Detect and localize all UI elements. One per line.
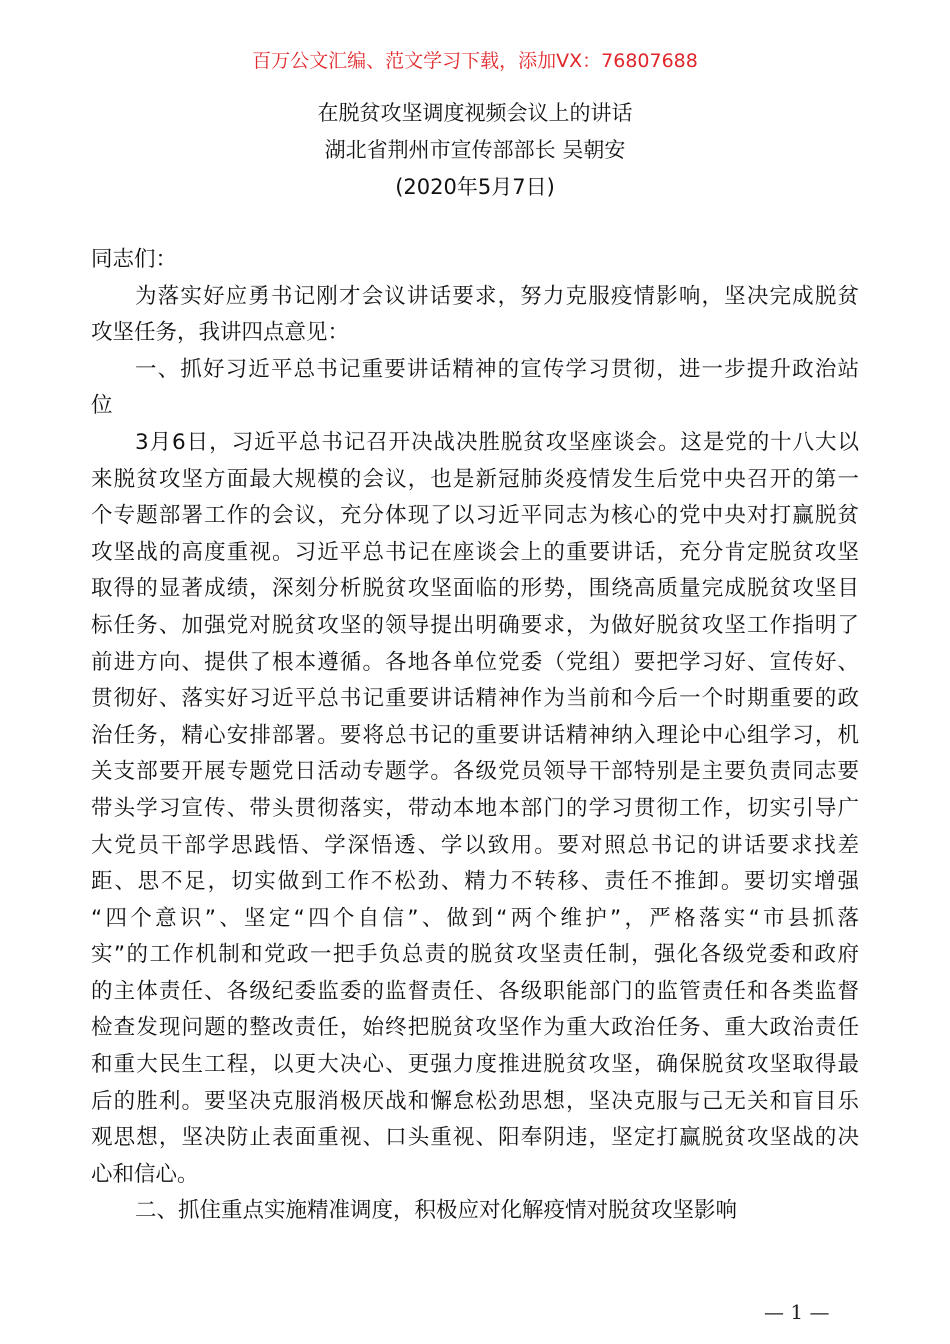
text-line: 大党员干部学思践悟、学深悟透、学以致用。要对照总书记的讲话要求找差 [91, 832, 859, 858]
text-line: 带头学习宣传、带头贯彻落实，带动本地本部门的学习贯彻工作，切实引导广 [91, 795, 859, 821]
paragraph [91, 279, 859, 352]
paragraph [91, 425, 859, 1193]
text-line: 关支部要开展专题党日活动专题学。各级党员领导干部特别是主要负责同志要 [91, 759, 859, 785]
text-line: 和重大民生工程，以更大决心、更强力度推进脱贫攻坚，确保脱贫攻坚取得最 [91, 1052, 859, 1078]
text-line: 检查发现问题的整改责任，始终把脱贫攻坚作为重大政治任务、重大政治责任 [91, 1015, 859, 1041]
paragraph [91, 1193, 859, 1230]
text-line: 取得的显著成绩，深刻分析脱贫攻坚面临的形势，围绕高质量完成脱贫攻坚目 [91, 576, 859, 602]
text-line: 观思想，坚决防止表面重视、口头重视、阳奉阴违，坚定打赢脱贫攻坚战的决 [91, 1125, 859, 1151]
text-line: 心和信心。 [91, 1161, 199, 1187]
document-author: 湖北省荆州市宣传部部长 吴朝安 [324, 138, 626, 162]
text-line: 距、思不足，切实做到工作不松劲、精力不转移、责任不推卸。要切实增强 [91, 869, 859, 895]
text-line: 的主体责任、各级纪委监委的监督责任、各级职能部门的监管责任和各类监督 [91, 978, 859, 1004]
text-line: 治任务，精心安排部署。要将总书记的重要讲话精神纳入理论中心组学习，机 [91, 722, 859, 748]
document-title: 在脱贫攻坚调度视频会议上的讲话 [317, 101, 633, 125]
text-line: “四个意识”、坚定“四个自信”、做到“两个维护”，严格落实“市县抓落 [91, 905, 859, 931]
text-line: 攻坚战的高度重视。习近平总书记在座谈会上的重要讲话，充分肯定脱贫攻坚 [91, 539, 859, 565]
text-line: 二、抓住重点实施精准调度，积极应对化解疫情对脱贫攻坚影响 [135, 1198, 738, 1224]
text-line: 攻坚任务，我讲四点意见： [91, 320, 350, 346]
text-line: 后的胜利。要坚决克服消极厌战和懈怠松劲思想，坚决克服与己无关和盲目乐 [91, 1088, 859, 1114]
greeting: 同志们： [91, 247, 178, 272]
text-line: 一、抓好习近平总书记重要讲话精神的宣传学习贯彻，进一步提升政治站 [135, 356, 859, 382]
text-line: 个专题部署工作的会议，充分体现了以习近平同志为核心的党中央对打赢脱贫 [91, 503, 859, 529]
text-line: 位 [91, 393, 113, 419]
paragraph [91, 352, 859, 425]
text-line: 实”的工作机制和党政一把手负总责的脱贫攻坚责任制，强化各级党委和政府 [91, 942, 859, 968]
text-line: 来脱贫攻坚方面最大规模的会议，也是新冠肺炎疫情发生后党中央召开的第一 [91, 466, 859, 492]
document-body [91, 242, 859, 1230]
text-line: 前进方向、提供了根本遵循。各地各单位党委（党组）要把学习好、宣传好、 [91, 649, 859, 675]
text-line: 标任务、加强党对脱贫攻坚的领导提出明确要求，为做好脱贫攻坚工作指明了 [91, 612, 859, 638]
paragraphs [91, 279, 859, 1230]
text-line: 3月6日，习近平总书记召开决战决胜脱贫攻坚座谈会。这是党的十八大以 [135, 429, 859, 455]
document-date: (2020年5月7日) [395, 175, 555, 199]
text-line: 贯彻好、落实好习近平总书记重要讲话精神作为当前和今后一个时期重要的政 [91, 686, 859, 712]
watermark-banner: 百万公文汇编、范文学习下载，添加VX：76807688 [252, 50, 698, 72]
text-line: 为落实好应勇书记刚才会议讲话要求，努力克服疫情影响，坚决完成脱贫 [135, 283, 859, 309]
page-number: — 1 — [764, 1300, 830, 1324]
